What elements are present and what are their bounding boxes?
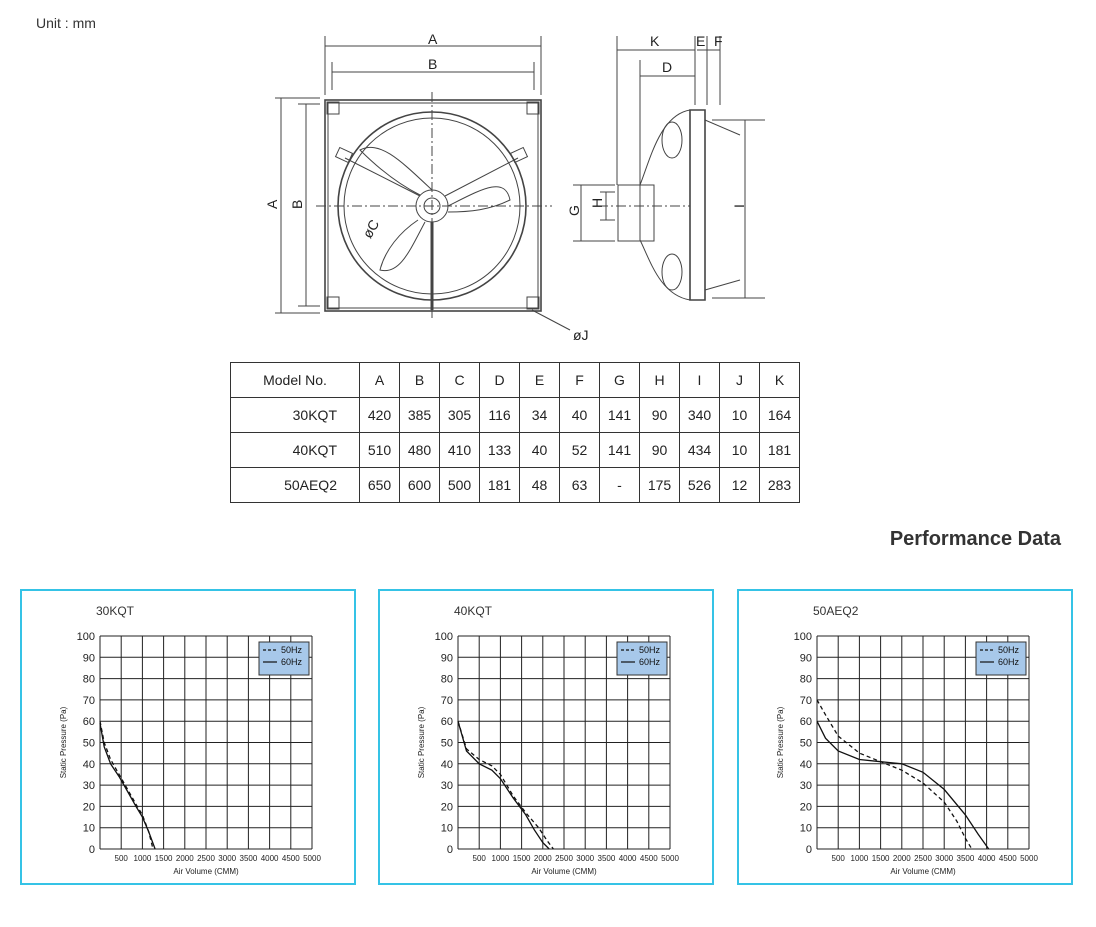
x-tick-label: 1000	[491, 854, 510, 863]
table-header: C	[440, 363, 480, 398]
table-header: E	[520, 363, 560, 398]
x-tick-label: 500	[114, 854, 128, 863]
y-tick-label: 100	[793, 631, 812, 643]
y-tick-label: 30	[82, 780, 95, 793]
x-axis-label: Air Volume (CMM)	[173, 867, 239, 876]
fan-dimension-drawing	[0, 0, 1096, 360]
performance-title: Performance Data	[889, 528, 1061, 550]
dim-label-i: I	[731, 204, 747, 208]
dim-label-k: K	[650, 33, 660, 49]
x-tick-label: 1500	[154, 854, 173, 863]
chart-panel-40kqt	[378, 589, 714, 885]
x-tick-label: 1500	[512, 854, 531, 863]
y-tick-label: 60	[799, 716, 812, 729]
dim-label-e: E	[696, 33, 706, 49]
table-cell: 10	[720, 433, 760, 468]
y-tick-label: 100	[434, 631, 453, 643]
x-tick-label: 500	[831, 854, 845, 863]
table-cell-model: 40KQT	[231, 433, 360, 468]
x-tick-label: 4000	[618, 854, 637, 863]
y-tick-label: 90	[82, 652, 95, 665]
dim-label-h: H	[589, 197, 605, 208]
chart-40kqt	[380, 591, 712, 883]
table-header: A	[360, 363, 400, 398]
table-cell: 34	[520, 398, 560, 433]
chart-title: 30KQT	[96, 604, 135, 618]
x-tick-label: 5000	[1020, 854, 1038, 863]
y-axis-label: Static Pressure (Pa)	[417, 706, 426, 779]
x-axis-label: Air Volume (CMM)	[890, 867, 956, 876]
table-cell: 175	[640, 468, 680, 503]
chart-panel-30kqt	[20, 589, 356, 885]
dim-label-a-top: A	[428, 31, 438, 47]
y-tick-label: 90	[799, 652, 812, 665]
table-header: B	[400, 363, 440, 398]
table-cell-model: 50AEQ2	[231, 468, 360, 503]
table-cell: 600	[400, 468, 440, 503]
table-cell: 116	[480, 398, 520, 433]
legend-entry: 60Hz	[998, 657, 1020, 667]
table-header: G	[600, 363, 640, 398]
dim-label-d: D	[662, 59, 673, 75]
chart-title: 40KQT	[454, 604, 493, 618]
x-tick-label: 3000	[935, 854, 954, 863]
x-tick-label: 2000	[533, 854, 552, 863]
x-tick-label: 4500	[281, 854, 300, 863]
table-cell: 434	[680, 433, 720, 468]
dimension-table	[230, 362, 800, 503]
table-cell: 420	[360, 398, 400, 433]
table-cell: 40	[560, 398, 600, 433]
dim-label-g: G	[566, 205, 582, 216]
table-header: K	[760, 363, 800, 398]
y-tick-label: 100	[76, 631, 95, 643]
legend-entry: 60Hz	[639, 657, 661, 667]
y-tick-label: 80	[82, 673, 95, 686]
y-tick-label: 60	[440, 716, 453, 729]
table-row	[231, 398, 800, 433]
chart-30kqt	[22, 591, 354, 883]
y-tick-label: 0	[805, 844, 812, 856]
table-header-row	[231, 363, 800, 398]
y-tick-label: 80	[799, 673, 812, 686]
x-tick-label: 4500	[998, 854, 1017, 863]
table-cell: 90	[640, 433, 680, 468]
dim-label-b-left: B	[289, 199, 305, 209]
y-tick-label: 80	[440, 673, 453, 686]
table-cell: 181	[760, 433, 800, 468]
table-row	[231, 433, 800, 468]
y-tick-label: 50	[82, 737, 95, 750]
x-tick-label: 1000	[133, 854, 152, 863]
y-tick-label: 10	[799, 822, 812, 835]
table-cell: 480	[400, 433, 440, 468]
x-tick-label: 2500	[914, 854, 932, 863]
x-tick-label: 4000	[977, 854, 996, 863]
y-tick-label: 20	[82, 801, 95, 814]
legend-entry: 50Hz	[998, 645, 1020, 655]
y-tick-label: 50	[440, 737, 453, 750]
x-tick-label: 500	[472, 854, 486, 863]
x-axis-label: Air Volume (CMM)	[531, 867, 597, 876]
table-cell: 181	[480, 468, 520, 503]
x-tick-label: 3000	[576, 854, 595, 863]
table-cell: 164	[760, 398, 800, 433]
dim-label-f: F	[714, 33, 723, 49]
x-tick-label: 4500	[639, 854, 658, 863]
y-tick-label: 0	[88, 844, 95, 856]
table-cell: 90	[640, 398, 680, 433]
chart-title: 50AEQ2	[813, 604, 859, 618]
x-tick-label: 2000	[892, 854, 911, 863]
y-tick-label: 0	[446, 844, 453, 856]
unit-label: Unit : mm	[36, 15, 96, 31]
table-header: I	[680, 363, 720, 398]
x-tick-label: 5000	[303, 854, 321, 863]
legend-entry: 50Hz	[281, 645, 303, 655]
dim-label-c: øC	[359, 216, 383, 241]
table-header: F	[560, 363, 600, 398]
y-tick-label: 40	[799, 758, 812, 771]
y-tick-label: 30	[440, 780, 453, 793]
y-tick-label: 40	[82, 758, 95, 771]
x-tick-label: 5000	[661, 854, 679, 863]
table-cell: 305	[440, 398, 480, 433]
table-cell: 63	[560, 468, 600, 503]
x-tick-label: 1000	[850, 854, 869, 863]
dim-label-a-left: A	[264, 199, 280, 209]
dim-label-j: øJ	[573, 327, 589, 343]
table-cell-model: 30KQT	[231, 398, 360, 433]
table-cell: 650	[360, 468, 400, 503]
y-tick-label: 30	[799, 780, 812, 793]
x-tick-label: 3000	[218, 854, 237, 863]
series-line-50hz	[817, 700, 972, 849]
table-cell: 526	[680, 468, 720, 503]
y-axis-label: Static Pressure (Pa)	[776, 706, 785, 779]
y-tick-label: 70	[440, 694, 453, 707]
x-tick-label: 3500	[239, 854, 258, 863]
table-cell: 340	[680, 398, 720, 433]
chart-50aeq2	[739, 591, 1071, 883]
table-cell: 141	[600, 398, 640, 433]
y-tick-label: 20	[440, 801, 453, 814]
x-tick-label: 3500	[597, 854, 616, 863]
y-tick-label: 20	[799, 801, 812, 814]
table-row	[231, 468, 800, 503]
chart-panel-50aeq2	[737, 589, 1073, 885]
legend-entry: 60Hz	[281, 657, 303, 667]
x-tick-label: 4000	[260, 854, 279, 863]
y-tick-label: 90	[440, 652, 453, 665]
y-tick-label: 60	[82, 716, 95, 729]
table-cell: -	[600, 468, 640, 503]
y-tick-label: 10	[82, 822, 95, 835]
x-tick-label: 2500	[555, 854, 573, 863]
table-cell: 48	[520, 468, 560, 503]
table-header: H	[640, 363, 680, 398]
table-cell: 12	[720, 468, 760, 503]
table-cell: 385	[400, 398, 440, 433]
x-tick-label: 1500	[871, 854, 890, 863]
table-cell: 410	[440, 433, 480, 468]
x-tick-label: 2500	[197, 854, 215, 863]
table-cell: 52	[560, 433, 600, 468]
table-cell: 40	[520, 433, 560, 468]
y-tick-label: 70	[82, 694, 95, 707]
table-cell: 500	[440, 468, 480, 503]
table-header: J	[720, 363, 760, 398]
y-tick-label: 70	[799, 694, 812, 707]
x-tick-label: 2000	[175, 854, 194, 863]
table-cell: 141	[600, 433, 640, 468]
table-cell: 133	[480, 433, 520, 468]
y-tick-label: 40	[440, 758, 453, 771]
y-tick-label: 50	[799, 737, 812, 750]
y-tick-label: 10	[440, 822, 453, 835]
table-header: Model No.	[231, 363, 360, 398]
x-tick-label: 3500	[956, 854, 975, 863]
y-axis-label: Static Pressure (Pa)	[59, 706, 68, 779]
table-cell: 10	[720, 398, 760, 433]
dim-label-b-top: B	[428, 56, 438, 72]
table-cell: 510	[360, 433, 400, 468]
legend-entry: 50Hz	[639, 645, 661, 655]
table-header: D	[480, 363, 520, 398]
table-cell: 283	[760, 468, 800, 503]
